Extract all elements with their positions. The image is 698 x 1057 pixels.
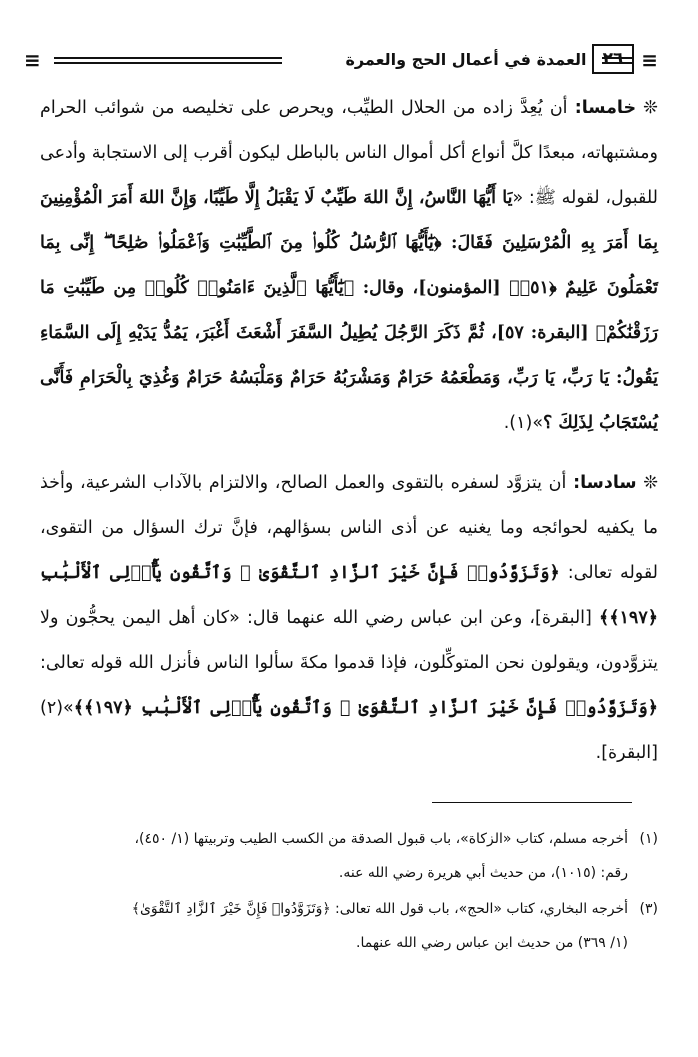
paragraph-text-2: [البقرة]، وعن ابن عباس رضي الله عنهما قال: «كان أهل اليمن يحجُّون ولا يتزوَّدون، ويقولون نحن المتوكِّلون، فإذا قدموا مكةَ سألوا الناس فأنزل الله قوله تعالى: bbox=[40, 608, 658, 673]
footnote-2 bbox=[40, 892, 658, 960]
footnote-line: رقم: (١٠١٥)، من حديث أبي هريرة رضي الله عنه. bbox=[338, 865, 628, 881]
footnote-number: (٣) bbox=[639, 901, 658, 917]
paragraph-lead: خامسا: bbox=[574, 98, 637, 118]
star-bullet: ❊ bbox=[643, 98, 658, 118]
header-mark-right: ≡ bbox=[641, 48, 658, 72]
running-title: العمدة في أعمال الحج والعمرة bbox=[345, 50, 587, 69]
footnote-separator bbox=[432, 802, 632, 803]
paragraph-fifth bbox=[40, 86, 658, 446]
footnotes bbox=[40, 822, 658, 962]
quran-quote: ﴿وَتَزَوَّدُوا۟ فَإِنَّ خَيْرَ ٱلزَّادِ ٱلتَّقْوَىٰ ۚ وَٱتَّقُونِ يَٰٓأُو۟لِى ٱلْأَلْبَٰبِ ﴿١٩٧﴾﴾ bbox=[40, 563, 658, 628]
header-rule-left bbox=[54, 57, 282, 64]
paragraph-end: »(٢) [البقرة]. bbox=[40, 698, 658, 763]
hadith-quote: يَا أَيُّهَا النَّاسُ، إِنَّ اللهَ طَيِّبٌ لَا يَقْبَلُ إِلَّا طَيِّبًا، وَإِنَّ اللهَ أَمَرَ الْمُؤْمِنِينَ بِمَا أَمَرَ بِهِ الْمُرْسَلِينَ فَقَالَ: ﴿يَٰٓأَيُّهَا ٱلرُّسُلُ كُلُوا۟ مِنَ ٱلطَّيِّبَٰتِ وَٱعْمَلُوا۟ صَٰلِحًا ۖ إِنِّى بِمَا تَعْمَلُونَ عَلِيمٌ ﴿٥١﴾﴾ [المؤمنون]، وقال: ﴿يَٰٓأَيُّهَا ٱلَّذِينَ ءَامَنُوا۟ كُلُوا۟ مِن طَيِّبَٰتِ مَا رَزَقْنَٰكُمْ﴾ [البقرة: ٥٧]، ثُمَّ ذَكَرَ الرَّجُلَ يُطِيلُ السَّفَرَ أَشْعَثَ أَغْبَرَ، يَمُدُّ يَدَيْهِ إِلَى السَّمَاءِ يَقُولُ: يَا رَبِّ، يَا رَبِّ، وَمَطْعَمُهُ حَرَامٌ وَمَشْرَبُهُ حَرَامٌ وَمَلْبَسُهُ حَرَامٌ وَغُذِيَ بِالْحَرَامِ فَأَنَّى يُسْتَجَابُ لِذَلِكَ ؟ bbox=[40, 188, 659, 433]
paragraph-text: أن يُعِدَّ زاده من الحلال الطيِّب، ويحرص على تخليصه من شوائب الحرام ومشتبهاته، مبعدًا كلَّ أنواع أكل أموال الناس بالباطل ليكون أقرب إلى الاستجابة وأدعى للقبول، لقوله ﷺ: « bbox=[40, 98, 658, 208]
paragraph-lead: سادسا: bbox=[573, 473, 637, 493]
page-header bbox=[24, 44, 674, 76]
paragraph-text: أن يتزوَّد لسفره بالتقوى والعمل الصالح، والالتزام بالآداب الشرعية، وأخذ ما يكفيه لحوائجه وما يغنيه عن أذى الناس بسؤالهم، فإنَّ ترك السؤال من التقوى، لقوله تعالى: bbox=[40, 473, 658, 583]
footnote-1 bbox=[40, 822, 658, 890]
page-number: ٢٦ bbox=[592, 44, 634, 74]
footnote-number: (١) bbox=[639, 831, 658, 847]
footnote-line: أخرجه مسلم، كتاب «الزكاة»، باب قبول الصدقة من الكسب الطيب وتربيتها (١/ ٤٥٠)، bbox=[134, 831, 628, 847]
footnote-line: أخرجه البخاري، كتاب «الحج»، باب قول الله تعالى: ﴿وَتَزَوَّدُوا۟ فَإِنَّ خَيْرَ ٱلزَّادِ ٱلتَّقْوَىٰ﴾ bbox=[131, 901, 628, 917]
footnote-line: (١/ ٣٦٩) من حديث ابن عباس رضي الله عنهما. bbox=[356, 935, 628, 951]
star-bullet: ❊ bbox=[643, 473, 658, 493]
paragraph-end: »(١). bbox=[503, 413, 544, 433]
paragraph-sixth bbox=[40, 461, 658, 776]
header-mark-left: ≡ bbox=[24, 48, 41, 72]
main-text bbox=[40, 86, 658, 776]
quran-quote-2: ﴿وَتَزَوَّدُوا۟ فَإِنَّ خَيْرَ ٱلزَّادِ ٱلتَّقْوَىٰ ۚ وَٱتَّقُونِ يَٰٓأُو۟لِى ٱلْأَلْبَٰبِ ﴿١٩٧﴾﴾ bbox=[73, 698, 658, 718]
